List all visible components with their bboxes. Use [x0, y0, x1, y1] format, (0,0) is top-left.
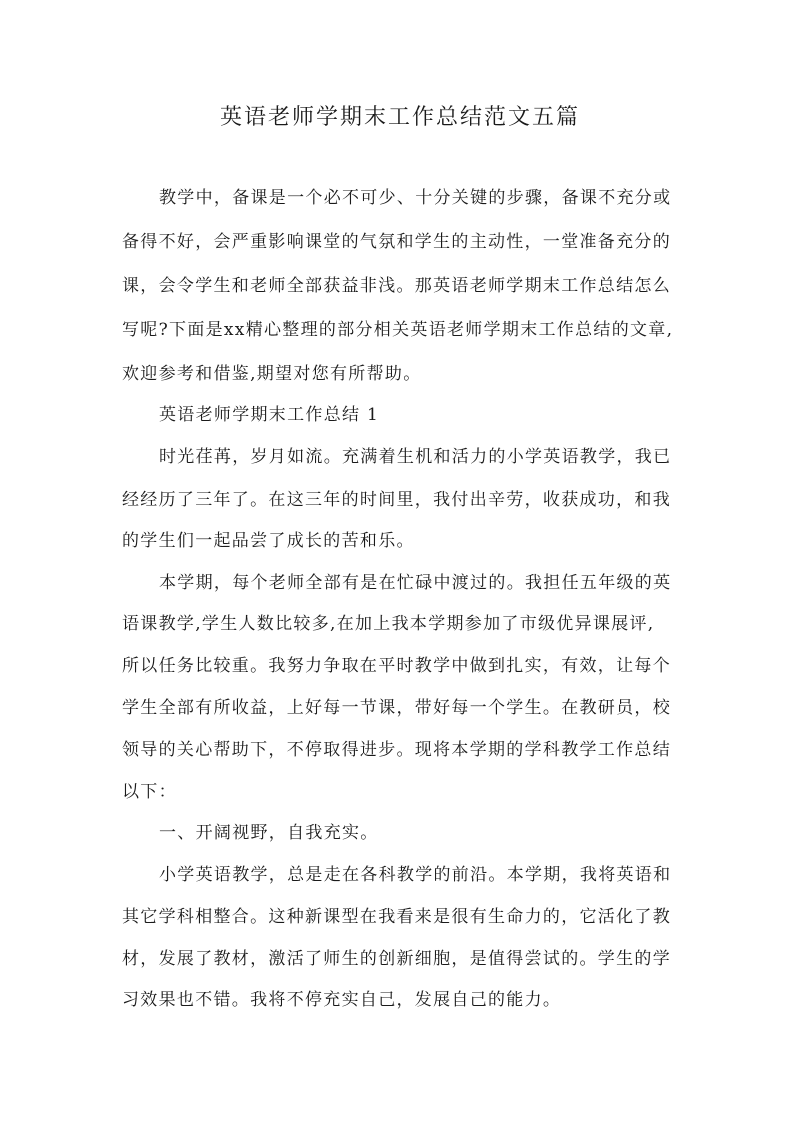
subheading-1: 一、开阔视野，自我充实。 [159, 823, 379, 843]
para3-line-3: 材，发展了教材，激活了师生的创新细胞，是值得尝试的。学生的学 [122, 949, 671, 969]
para2-line-5: 领导的关心帮助下，不停取得进步。现将本学期的学科教学工作总结 [122, 740, 671, 760]
section-heading: 英语老师学期末工作总结 1 [159, 405, 380, 425]
intro-line-1: 教学中，备课是一个必不可少、十分关键的步骤，备课不充分或 [159, 188, 672, 208]
para2-line-2: 语课教学,学生人数比较多,在加上我本学期参加了市级优异课展评, [122, 614, 655, 634]
para3-line-2: 其它学科相整合。这种新课型在我看来是很有生命力的，它活化了教 [122, 907, 671, 927]
para3-line-4: 习效果也不错。我将不停充实自己，发展自己的能力。 [122, 990, 562, 1010]
para1-line-1: 时光荏苒，岁月如流。充满着生机和活力的小学英语教学，我已 [159, 447, 672, 467]
para3-line-1: 小学英语教学，总是走在各科教学的前沿。本学期，我将英语和 [159, 865, 672, 885]
intro-line-2: 备得不好，会严重影响课堂的气氛和学生的主动性，一堂准备充分的 [122, 232, 671, 252]
intro-line-4: 写呢?下面是xx精心整理的部分相关英语老师学期末工作总结的文章, [122, 320, 674, 340]
para2-line-3: 所以任务比较重。我努力争取在平时教学中做到扎实，有效，让每个 [122, 656, 671, 676]
document-title: 英语老师学期末工作总结范文五篇 [219, 105, 580, 130]
para2-line-6: 以下： [122, 782, 177, 802]
para2-line-1: 本学期，每个老师全部有是在忙碌中渡过的。我担任五年级的英 [159, 573, 672, 593]
intro-line-5: 欢迎参考和借鉴,期望对您有所帮助。 [122, 364, 422, 384]
para2-line-4: 学生全部有所收益，上好每一节课，带好每一个学生。在教研员，校 [122, 698, 671, 718]
para1-line-2: 经经历了三年了。在这三年的时间里，我付出辛劳，收获成功，和我 [122, 490, 671, 510]
para1-line-3: 的学生们一起品尝了成长的苦和乐。 [122, 531, 415, 551]
intro-line-3: 课，会令学生和老师全部获益非浅。那英语老师学期末工作总结怎么 [122, 276, 671, 296]
